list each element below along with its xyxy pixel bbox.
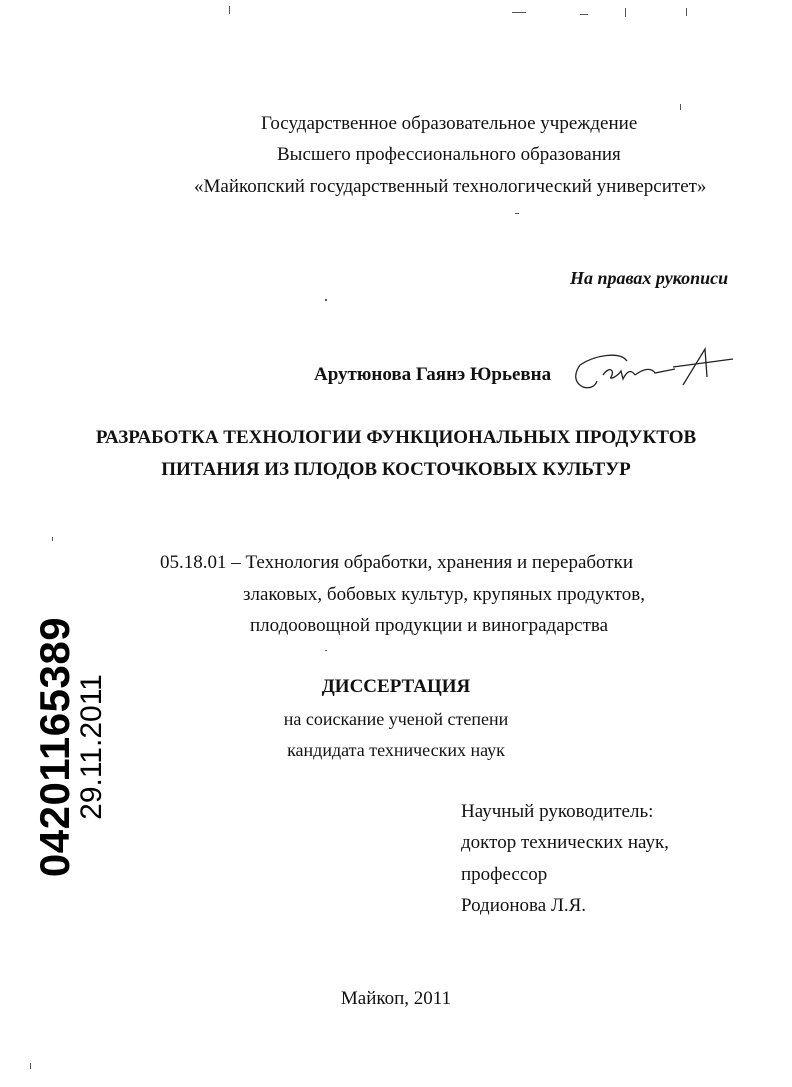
scan-mark	[325, 650, 327, 651]
scan-mark	[680, 104, 681, 110]
scan-mark	[686, 8, 687, 16]
supervisor-degree: доктор технических наук,	[461, 832, 669, 853]
work-type-heading: ДИССЕРТАЦИЯ	[321, 676, 471, 697]
specialty-line-3: плодоовощной продукции и виноградарства	[250, 615, 609, 636]
degree-line-1: на соискание ученой степени	[283, 709, 509, 729]
dissertation-title-line-2: ПИТАНИЯ ИЗ ПЛОДОВ КОСТОЧКОВЫХ КУЛЬТУР	[161, 459, 631, 480]
rights-note: На правах рукописи	[570, 268, 729, 288]
institution-line-2: Высшего профессионального образования	[277, 144, 621, 165]
author-name: Арутюнова Гаянэ Юрьевна	[314, 364, 552, 385]
specialty-line-1: 05.18.01 – Технология обработки, хранения и переработки	[160, 552, 633, 573]
dissertation-title-line-1: РАЗРАБОТКА ТЕХНОЛОГИИ ФУНКЦИОНАЛЬНЫХ ПРОДУКТОВ	[95, 427, 697, 448]
degree-line-2: кандидата технических наук	[287, 740, 505, 760]
scan-mark	[625, 8, 626, 17]
institution-line-1: Государственное образовательное учреждение	[261, 113, 638, 134]
scan-mark	[52, 537, 53, 541]
scan-mark	[30, 1063, 31, 1069]
scan-mark	[515, 213, 519, 214]
scan-mark	[512, 12, 526, 13]
stamp-number: 04201165389	[31, 616, 78, 878]
scan-mark	[325, 299, 327, 301]
supervisor-name: Родионова Л.Я.	[461, 895, 587, 916]
library-stamp	[33, 617, 107, 877]
institution-line-3: «Майкопский государственный технологический университет»	[194, 176, 707, 197]
supervisor-label: Научный руководитель:	[461, 801, 654, 822]
supervisor-title: профессор	[461, 864, 548, 885]
city-year: Майкоп, 2011	[340, 988, 452, 1009]
stamp-date: 29.11.2011	[75, 674, 108, 820]
scan-mark	[580, 14, 588, 15]
scan-mark	[229, 6, 230, 14]
author-signature	[565, 347, 735, 395]
specialty-line-2: злаковых, бобовых культур, крупяных продуктов,	[243, 584, 645, 605]
